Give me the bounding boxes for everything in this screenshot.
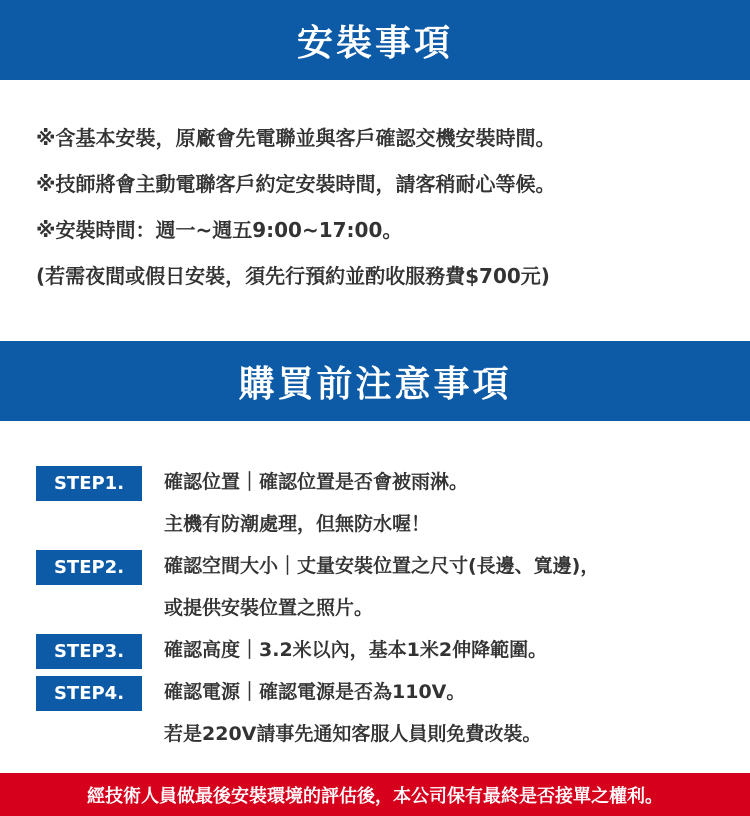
- step-3-line-1: 確認高度｜3.2米以內，基本1米2伸降範圍。: [164, 639, 548, 661]
- steps-list: [36, 461, 746, 755]
- step-2-text: [164, 545, 599, 629]
- step-2-line-2: 或提供安裝位置之照片。: [164, 597, 374, 619]
- install-note-2: ※技師將會主動電聯客戶約定安裝時間，請客稍耐心等候。: [36, 172, 556, 196]
- precautions-title-banner: [0, 341, 750, 421]
- footer-disclaimer-banner: [0, 773, 750, 816]
- step-4-badge: STEP4.: [36, 676, 142, 711]
- install-title: 安裝事項: [296, 22, 453, 64]
- install-note-1: ※含基本安裝，原廠會先電聯並與客戶確認交機安裝時間。: [36, 126, 556, 150]
- step-4: [36, 671, 746, 755]
- step-3: [36, 629, 746, 671]
- install-title-banner: [0, 0, 750, 80]
- step-2-line-1: 確認空間大小｜丈量安裝位置之尺寸(長邊、寬邊)，: [164, 555, 600, 577]
- step-1: [36, 461, 746, 545]
- install-note-3: ※安裝時間：週一~週五9:00~17:00。: [36, 218, 403, 242]
- install-note-4: (若需夜間或假日安裝，須先行預約並酌收服務費$700元): [36, 264, 550, 288]
- step-2-badge: STEP2.: [36, 550, 142, 585]
- precautions-title: 購買前注意事項: [238, 363, 512, 405]
- step-1-text: [164, 461, 468, 545]
- step-1-line-1: 確認位置｜確認位置是否會被雨淋。: [164, 471, 469, 493]
- step-3-text: [164, 629, 547, 671]
- install-notes: [36, 115, 746, 299]
- step-4-line-1: 確認電源｜確認電源是否為110V。: [164, 681, 466, 703]
- step-3-badge: STEP3.: [36, 634, 142, 669]
- step-4-line-2: 若是220V請事先通知客服人員則免費改裝。: [164, 723, 542, 745]
- step-2: [36, 545, 746, 629]
- step-1-line-2: 主機有防潮處理，但無防水喔！: [164, 513, 431, 535]
- step-4-text: [164, 671, 541, 755]
- step-1-badge: STEP1.: [36, 466, 142, 501]
- footer-disclaimer: 經技術人員做最後安裝環境的評估後，本公司保有最終是否接單之權利。: [87, 785, 663, 807]
